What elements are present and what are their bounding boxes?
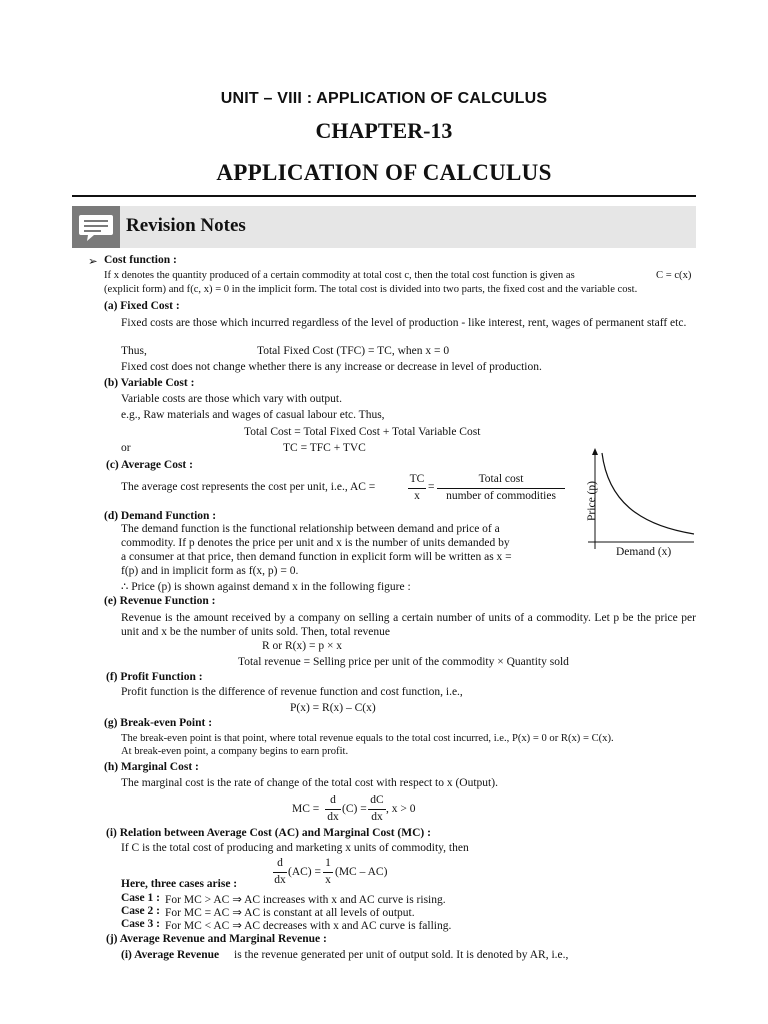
fixed-cost-heading: (a) Fixed Cost : [104,300,180,312]
case1-text: For MC > AC ⇒ AC increases with x and AC curve is rising. [165,894,446,906]
rel-tail: (MC – AC) [335,866,388,878]
ac-equals: = [428,481,435,493]
marginal-heading: (h) Marginal Cost : [104,761,199,773]
marginal-paragraph: The marginal cost is the rate of change of the total cost with respect to x (Output). [121,777,498,789]
profit-paragraph: Profit function is the difference of revenue function and cost function, i.e., [121,686,463,698]
ac-frac1-line [408,488,426,489]
fixed-note: Fixed cost does not change whether there is any increase or decrease in level of production. [121,361,542,373]
cost-line-2: (explicit form) and f(c, x) = 0 in the implicit form. The total cost is divided into two parts, the fixed cost and the variable cost. [104,284,638,295]
rel-frac-line-2 [323,872,333,873]
variable-paragraph: Variable costs are those which vary with output. [121,393,342,405]
demand-line-5: ∴ Price (p) is shown against demand x in the following figure : [121,581,411,593]
variable-formula-2: TC = TFC + TVC [283,442,366,454]
avgrev-sub-label: (i) Average Revenue [121,949,220,961]
y-axis-arrow [592,448,598,455]
case2-text: For MC = AC ⇒ AC is constant at all levels of output. [165,907,415,919]
unit-title: UNIT – VIII : APPLICATION OF CALCULUS [220,90,548,107]
mc-dx-den-2: dx [371,811,383,823]
rel-d-num: d [277,857,283,869]
cost-function-heading: Cost function : [104,254,177,266]
bullet-arrow-icon: ➢ [88,256,98,268]
mc-d-num: d [330,794,336,806]
chapter-title: APPLICATION OF CALCULUS [216,160,552,185]
ac-frac1-num: TC [409,473,425,485]
speech-bubble-icon [72,206,120,248]
demand-line-4: f(p) and in implicit form as f(x, p) = 0. [121,565,299,577]
profit-heading: (f) Profit Function : [106,671,203,683]
variable-or: or [121,442,131,454]
case2-label: Case 2 : [121,905,160,917]
avgrev-heading: (j) Average Revenue and Marginal Revenue : [106,933,327,945]
variable-example: e.g., Raw materials and wages of casual labour etc. Thus, [121,409,385,421]
rel-ac: (AC) = [288,866,321,878]
case3-text: For MC < AC ⇒ AC decreases with x and AC curve is falling. [165,920,452,932]
avgrev-sub-text: is the revenue generated per unit of output sold. It is denoted by AR, i.e., [234,949,569,961]
cases-heading: Here, three cases arise : [121,878,238,890]
mc-tail: , x > 0 [386,803,416,815]
cost-line-1: If x denotes the quantity produced of a certain commodity at total cost c, then the total cost function is given as [104,270,575,281]
demand-line-3: a consumer at that price, then demand function in explicit form will be written as x = [121,551,512,563]
revenue-paragraph: Revenue is the amount received by a company on selling a certain number of units of a commodity. Let p be the price per unit and x be the number of units sold. Then, total revenue [121,612,696,638]
cost-formula: C = c(x) [656,270,692,281]
fixed-cost-paragraph: Fixed costs are those which incurred regardless of the level of production - like interest, rent, wages of permanent staff etc. [121,317,687,329]
demand-curve [602,453,694,534]
fixed-thus: Thus, [121,345,147,357]
average-text: The average cost represents the cost per unit, i.e., AC = [121,481,376,493]
demand-heading: (d) Demand Function : [104,510,217,522]
revision-notes-banner [72,206,696,248]
rel-one-num: 1 [325,857,331,869]
case1-label: Case 1 : [121,892,160,904]
demand-line-2: commodity. If p denotes the price per unit and x is the number of units demanded by [121,537,510,549]
breakeven-heading: (g) Break-even Point : [104,717,213,729]
breakeven-line-1: The break-even point is that point, where total revenue equals to the total cost incurred, i.e., P(x) = 0 or R(x) = C(x). [121,733,614,744]
relation-heading: (i) Relation between Average Cost (AC) and Marginal Cost (MC) : [106,827,431,839]
ac-frac2-line [437,488,565,489]
fixed-formula: Total Fixed Cost (TFC) = TC, when x = 0 [257,345,450,357]
demand-line-1: The demand function is the functional relationship between demand and price of a [121,523,500,535]
ac-frac2-num: Total cost [478,473,524,485]
rel-frac-line-1 [273,872,287,873]
ac-frac2-den: number of commodities [446,490,556,502]
mc-label: MC = [292,803,320,815]
mc-dC-num: dC [370,794,384,806]
revenue-formula-2: Total revenue = Selling price per unit of the commodity × Quantity sold [238,656,569,668]
y-axis-label: Price (p) [585,481,598,521]
x-axis-label: Demand (x) [616,546,672,558]
header-divider [72,195,696,197]
rel-dx-den: dx [274,874,286,886]
chapter-number: CHAPTER-13 [315,118,453,143]
mc-frac-line-2 [368,809,386,810]
ac-frac1-den: x [414,490,420,502]
banner-label: Revision Notes [126,215,246,236]
revenue-formula-1: R or R(x) = p × x [262,640,343,652]
demand-curve-figure [570,445,700,565]
case3-label: Case 3 : [121,918,160,930]
profit-formula: P(x) = R(x) – C(x) [290,702,376,714]
mc-c: (C) = [342,803,367,815]
mc-dx-den: dx [327,811,339,823]
relation-paragraph: If C is the total cost of producing and marketing x units of commodity, then [121,842,469,854]
breakeven-line-2: At break-even point, a company begins to earn profit. [121,746,349,757]
mc-frac-line-1 [325,809,341,810]
revenue-heading: (e) Revenue Function : [104,595,216,607]
variable-cost-heading: (b) Variable Cost : [104,377,195,389]
average-cost-heading: (c) Average Cost : [106,459,193,471]
rel-x-den: x [325,874,331,886]
variable-formula-1: Total Cost = Total Fixed Cost + Total Variable Cost [244,426,481,438]
